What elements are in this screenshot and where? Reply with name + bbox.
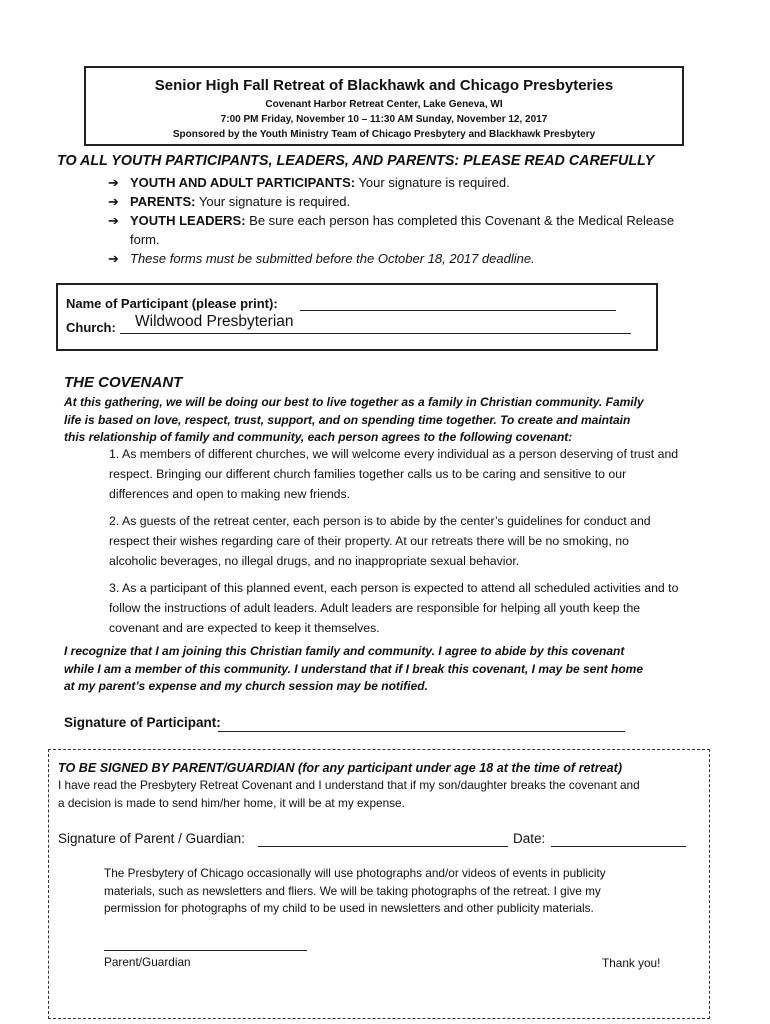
photo-permission-signature-field[interactable]: [104, 950, 307, 951]
guardian-statement: I have read the Presbytery Retreat Covenant and I understand that if my son/daughter breaks the covenant and a decision is made to send him/her home, it will be at my expense.: [58, 778, 640, 810]
event-sponsor: Sponsored by the Youth Ministry Team of Chicago Presbytery and Blackhawk Presbytery: [172, 129, 596, 140]
notice-item: ➔ PARENTS: Your signature is required.: [108, 194, 351, 209]
participant-name-label: Name of Participant (please print):: [66, 296, 278, 311]
date-label: Date:: [513, 831, 546, 846]
thank-you-text: Thank you!: [602, 956, 661, 970]
arrow-icon: ➔: [108, 194, 119, 209]
arrow-icon: ➔: [108, 213, 119, 228]
participant-signature-label: Signature of Participant:: [64, 715, 221, 730]
notice-item-continued: form.: [130, 232, 160, 247]
covenant-intro: At this gathering, we will be doing our best to live together as a family in Christian community. Family life is based on love, respect, trust, support, and on spending time together. To create and maintain this relationship of family and community, each person agrees to the following covenant:: [64, 395, 644, 444]
parent-guardian-label: Parent/Guardian: [104, 955, 191, 969]
church-label: Church:: [66, 320, 116, 335]
photo-permission-text: The Presbytery of Chicago occasionally will use photographs and/or videos of events in publicity materials, such as newsletters and fliers. We will be taking photographs of the retreat. I give my permission for photographs of my child to be used in newsletters and other publicity materials.: [104, 866, 606, 915]
notice-item: ➔ YOUTH AND ADULT PARTICIPANTS: Your signature is required.: [108, 175, 510, 190]
guardian-signature-label: Signature of Parent / Guardian:: [58, 831, 245, 846]
covenant-point-1: 1. As members of different churches, we will welcome every individual as a person deserving of trust and respect. Bringing our different church families together calls us to be caring and sensitive to our differences and open to making new friends.: [109, 447, 679, 501]
event-location: Covenant Harbor Retreat Center, Lake Geneva, WI: [265, 99, 503, 110]
church-field[interactable]: [120, 333, 631, 334]
covenant-agreement: I recognize that I am joining this Christian family and community. I agree to abide by this covenant while I am a member of this community. I understand that if I break this covenant, I may be sent home at my parent’s expense and my church session may be notified.: [64, 644, 644, 693]
participant-name-field[interactable]: [300, 310, 616, 311]
covenant-point-2: 2. As guests of the retreat center, each person is to abide by the center’s guidelines for conduct and respect their wishes regarding care of their property. At our retreats there will be no smoking, no alcoholic beverages, no illegal drugs, and no inappropriate sexual behavior.: [109, 514, 651, 568]
date-field[interactable]: [551, 846, 686, 847]
participant-signature-field[interactable]: [218, 731, 625, 732]
church-value: Wildwood Presbyterian: [135, 313, 294, 330]
event-dates: 7:00 PM Friday, November 10 – 11:30 AM Sunday, November 12, 2017: [220, 114, 548, 125]
event-title: Senior High Fall Retreat of Blackhawk and Chicago Presbyteries: [154, 77, 614, 94]
notice-item: ➔ YOUTH LEADERS: Be sure each person has completed this Covenant & the Medical Release: [108, 213, 675, 228]
notice-heading: TO ALL YOUTH PARTICIPANTS, LEADERS, AND PARENTS: PLEASE READ CAREFULLY: [57, 153, 655, 169]
guardian-signature-field[interactable]: [258, 846, 508, 847]
covenant-heading: THE COVENANT: [64, 374, 183, 391]
covenant-point-3: 3. As a participant of this planned event, each person is expected to attend all scheduled activities and to follow the instructions of adult leaders. Adult leaders are responsible for helping all youth keep the covenant and are expected to keep it themselves.: [109, 581, 679, 635]
guardian-heading: TO BE SIGNED BY PARENT/GUARDIAN (for any participant under age 18 at the time of retreat): [58, 761, 623, 775]
arrow-icon: ➔: [108, 175, 119, 190]
notice-item: ➔ These forms must be submitted before the October 18, 2017 deadline.: [108, 251, 535, 266]
arrow-icon: ➔: [108, 251, 119, 266]
